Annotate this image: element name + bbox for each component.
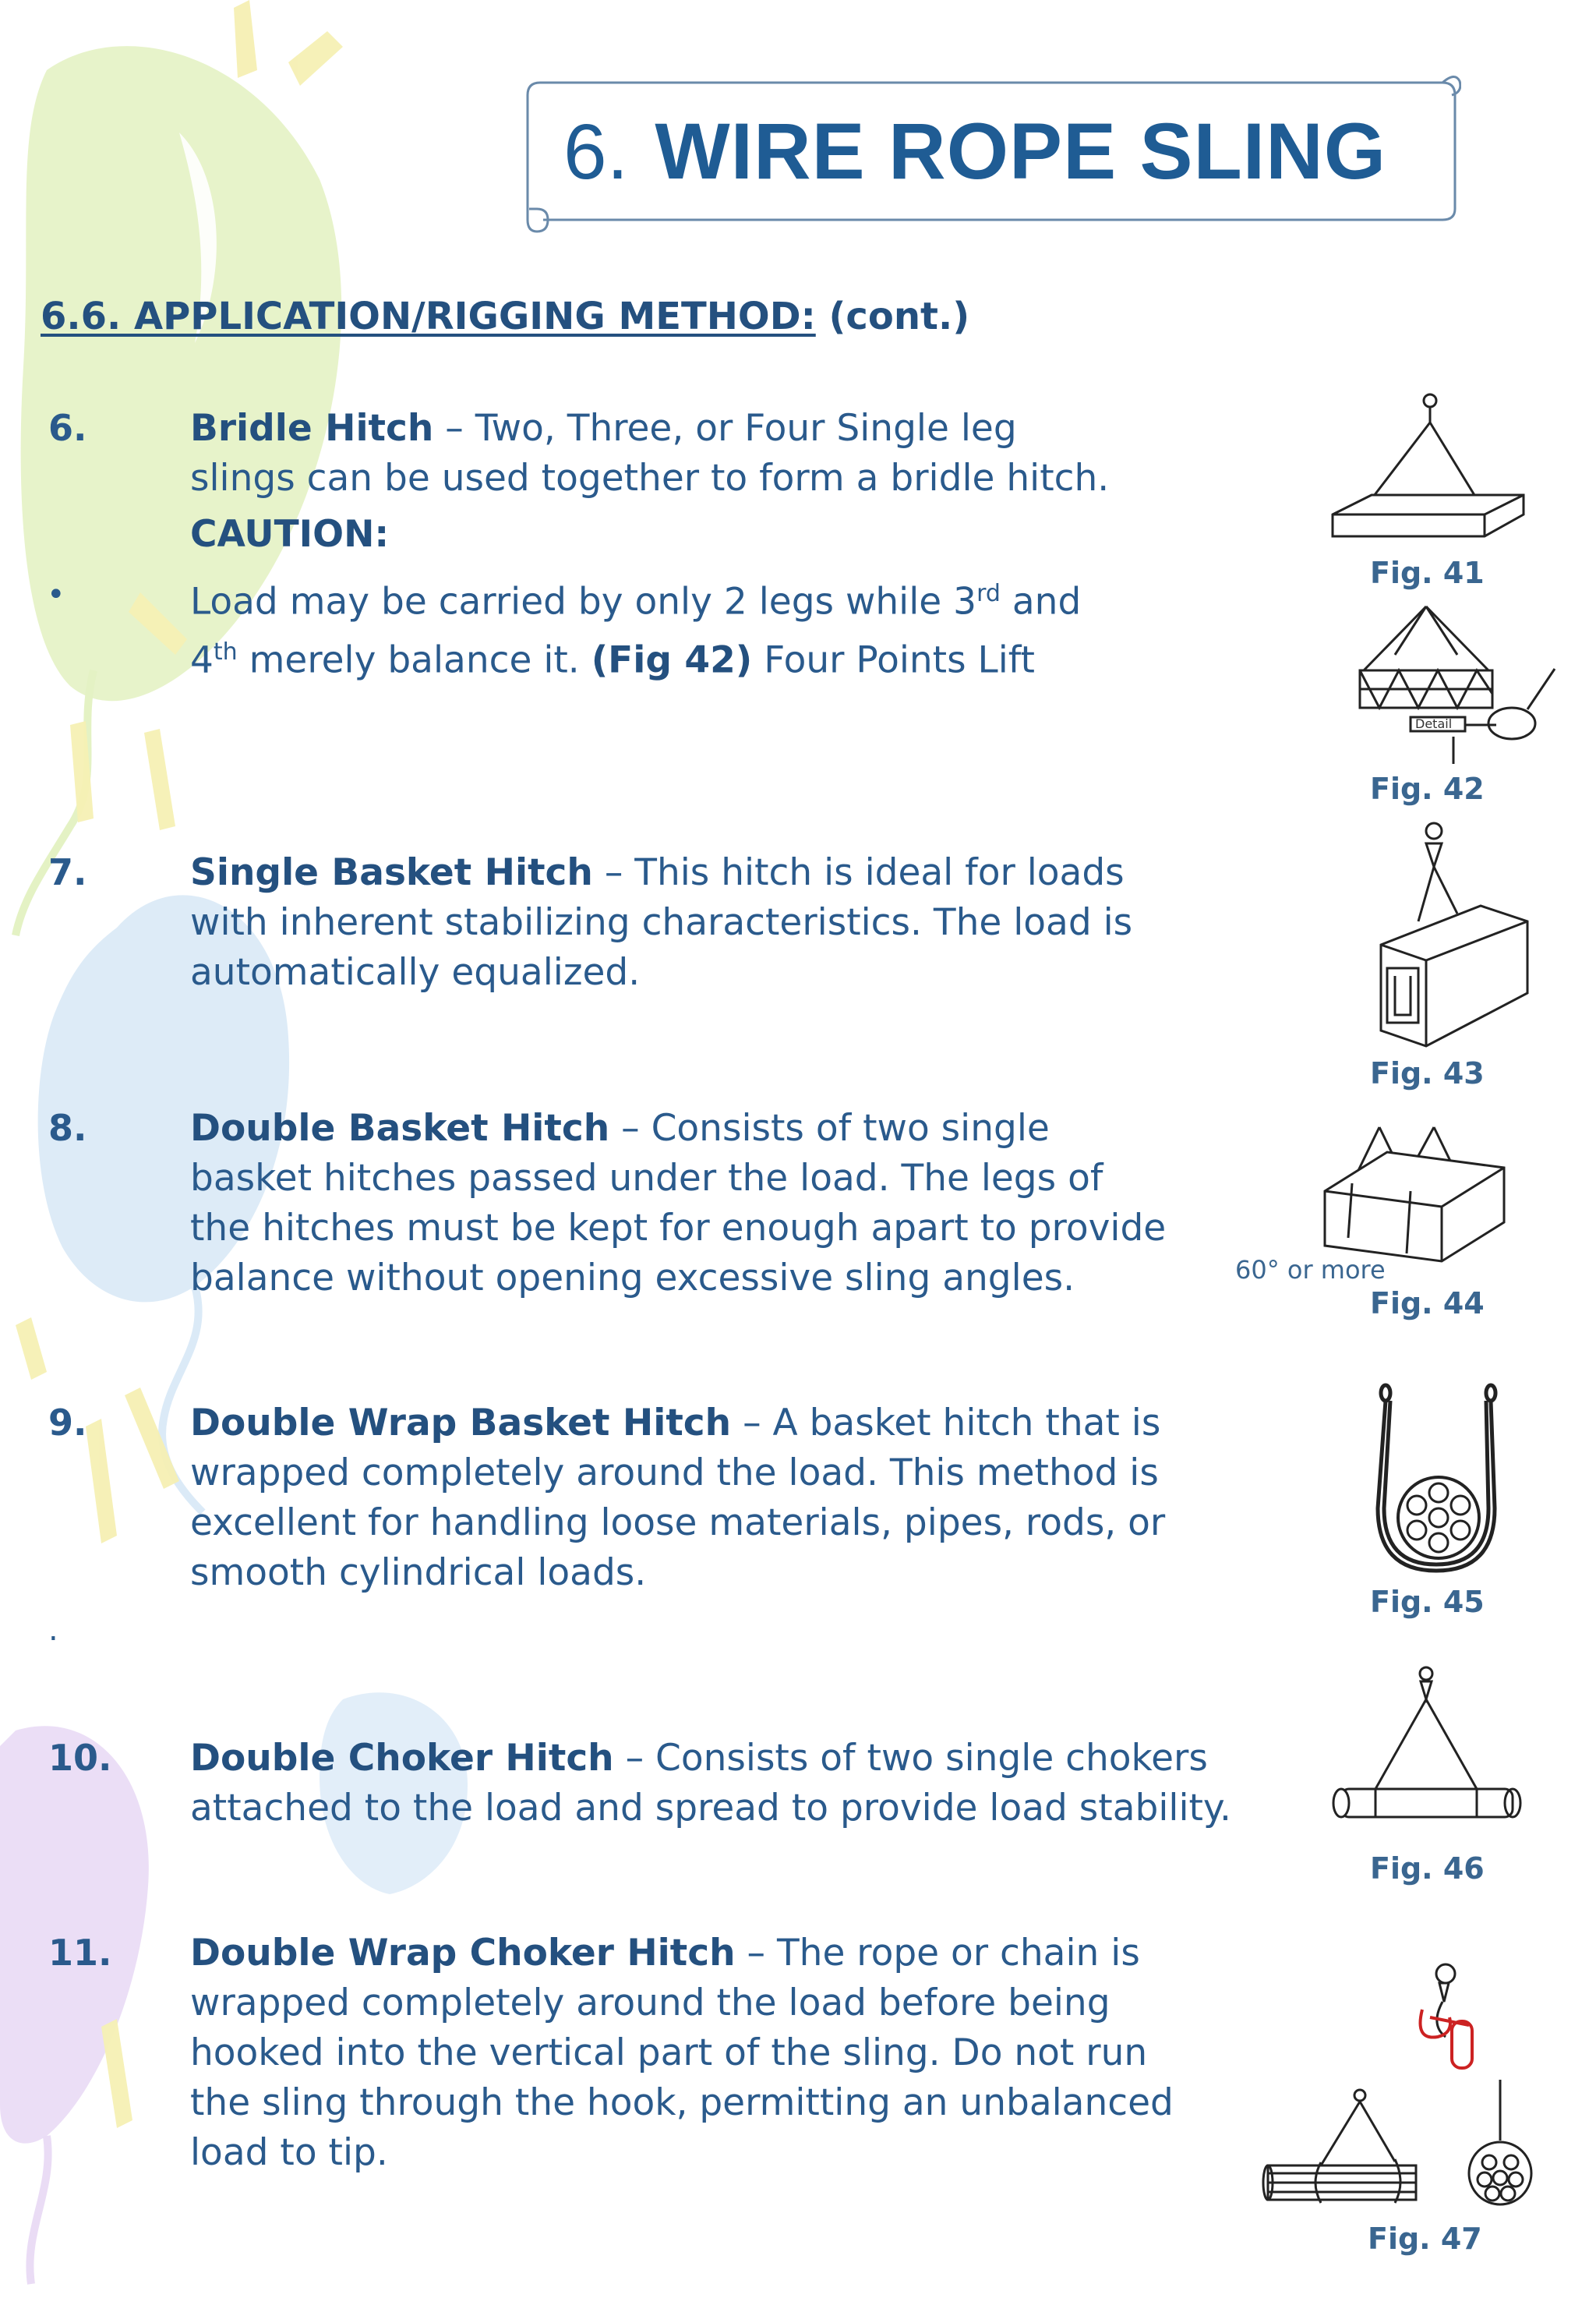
fig-44-illustration [1317, 1121, 1512, 1269]
fig-45-illustration [1362, 1384, 1510, 1579]
title-banner [510, 72, 1461, 239]
section-heading-text: 6.6. APPLICATION/RIGGING METHOD: [41, 295, 816, 338]
caution-line: Four Points Lift [752, 638, 1035, 682]
figure-reference: (Fig 42) [591, 638, 753, 682]
item-title: Single Basket Hitch [190, 851, 593, 894]
fig-42-detail-label: Detail [1415, 716, 1453, 731]
balloon-purple [0, 1726, 149, 2284]
item-number: 10. [48, 1737, 112, 1779]
fig-45-label: Fig. 45 [1370, 1585, 1485, 1619]
stray-mark: . [48, 1612, 58, 1648]
section-heading-suffix: (cont.) [828, 295, 970, 338]
caution-line: merely balance it. [237, 638, 591, 682]
item-line: the sling through the hook, permitting an unbalanced [190, 2081, 1174, 2124]
item-line: attached to the load and spread to provide load stability. [190, 1787, 1231, 1830]
item-line: with inherent stabilizing characteristics. The load is [190, 901, 1133, 944]
item-number: 9. [48, 1402, 87, 1444]
fig-47-illustration [1259, 1963, 1555, 2212]
fig-42-label: Fig. 42 [1370, 772, 1485, 806]
item-title: Double Wrap Basket Hitch [190, 1402, 732, 1444]
item-title: Double Basket Hitch [190, 1107, 610, 1150]
caution-text [190, 569, 1081, 685]
item-line: – Consists of two single [609, 1107, 1050, 1150]
fig-43-illustration [1372, 820, 1551, 1054]
item-double-basket-hitch [190, 1104, 1166, 1303]
item-line: the hitches must be kept for enough apart to provide [190, 1207, 1167, 1250]
item-line: – The rope or chain is [735, 1932, 1140, 1974]
item-double-wrap-basket-hitch [190, 1398, 1165, 1598]
item-single-basket-hitch [190, 848, 1132, 998]
item-line: wrapped completely around the load. This method is [190, 1451, 1159, 1494]
fig-46-illustration [1329, 1664, 1524, 1820]
item-line: excellent for handling loose materials, pipes, rods, or [190, 1501, 1166, 1544]
item-number: 11. [48, 1932, 112, 1974]
item-title: Double Choker Hitch [190, 1737, 614, 1780]
chapter-title: WIRE ROPE SLING [655, 107, 1387, 196]
item-title: Double Wrap Choker Hitch [190, 1932, 736, 1974]
fig-41-illustration [1317, 390, 1543, 553]
fig-46-label: Fig. 46 [1370, 1851, 1485, 1886]
item-line: hooked into the vertical part of the sling. Do not run [190, 2031, 1148, 2074]
fig-43-label: Fig. 43 [1370, 1056, 1485, 1091]
caution-superscript: rd [976, 580, 1001, 607]
bullet-icon: • [47, 577, 65, 613]
item-line: automatically equalized. [190, 951, 641, 994]
item-line: smooth cylindrical loads. [190, 1551, 647, 1594]
fig-44-angle-note: 60° or more [1235, 1255, 1386, 1285]
item-line: – This hitch is ideal for loads [592, 851, 1125, 894]
section-heading [41, 295, 969, 338]
item-line: load to tip. [190, 2131, 388, 2174]
item-number: 7. [48, 851, 87, 893]
item-line: slings can be used together to form a bridle hitch. [190, 457, 1110, 500]
item-line: – Two, Three, or Four Single leg [433, 407, 1017, 450]
item-number: 8. [48, 1107, 87, 1149]
title-text [563, 106, 1386, 197]
caution-line: Load may be carried by only 2 legs while 3 [190, 580, 977, 624]
item-double-wrap-choker-hitch [190, 1928, 1174, 2178]
fig-44-label: Fig. 44 [1370, 1286, 1485, 1320]
item-double-choker-hitch [190, 1734, 1231, 1833]
caution-superscript: th [213, 638, 238, 666]
fig-47-label: Fig. 47 [1368, 2222, 1482, 2256]
item-line: – Consists of two single chokers [613, 1737, 1208, 1780]
item-bridle-hitch [190, 404, 1109, 504]
item-line: basket hitches passed under the load. The legs of [190, 1157, 1103, 1200]
fig-42-illustration [1348, 600, 1566, 772]
caution-line: and [1000, 580, 1082, 624]
item-title: Bridle Hitch [190, 407, 434, 450]
item-number: 6. [48, 407, 87, 449]
fig-41-label: Fig. 41 [1370, 556, 1485, 590]
caution-line: 4 [190, 638, 214, 682]
item-line: – A basket hitch that is [731, 1402, 1161, 1444]
chapter-number: 6. [563, 108, 629, 196]
item-line: wrapped completely around the load before being [190, 1982, 1110, 2024]
item-line: balance without opening excessive sling angles. [190, 1257, 1075, 1299]
caution-label: CAUTION: [190, 513, 390, 556]
